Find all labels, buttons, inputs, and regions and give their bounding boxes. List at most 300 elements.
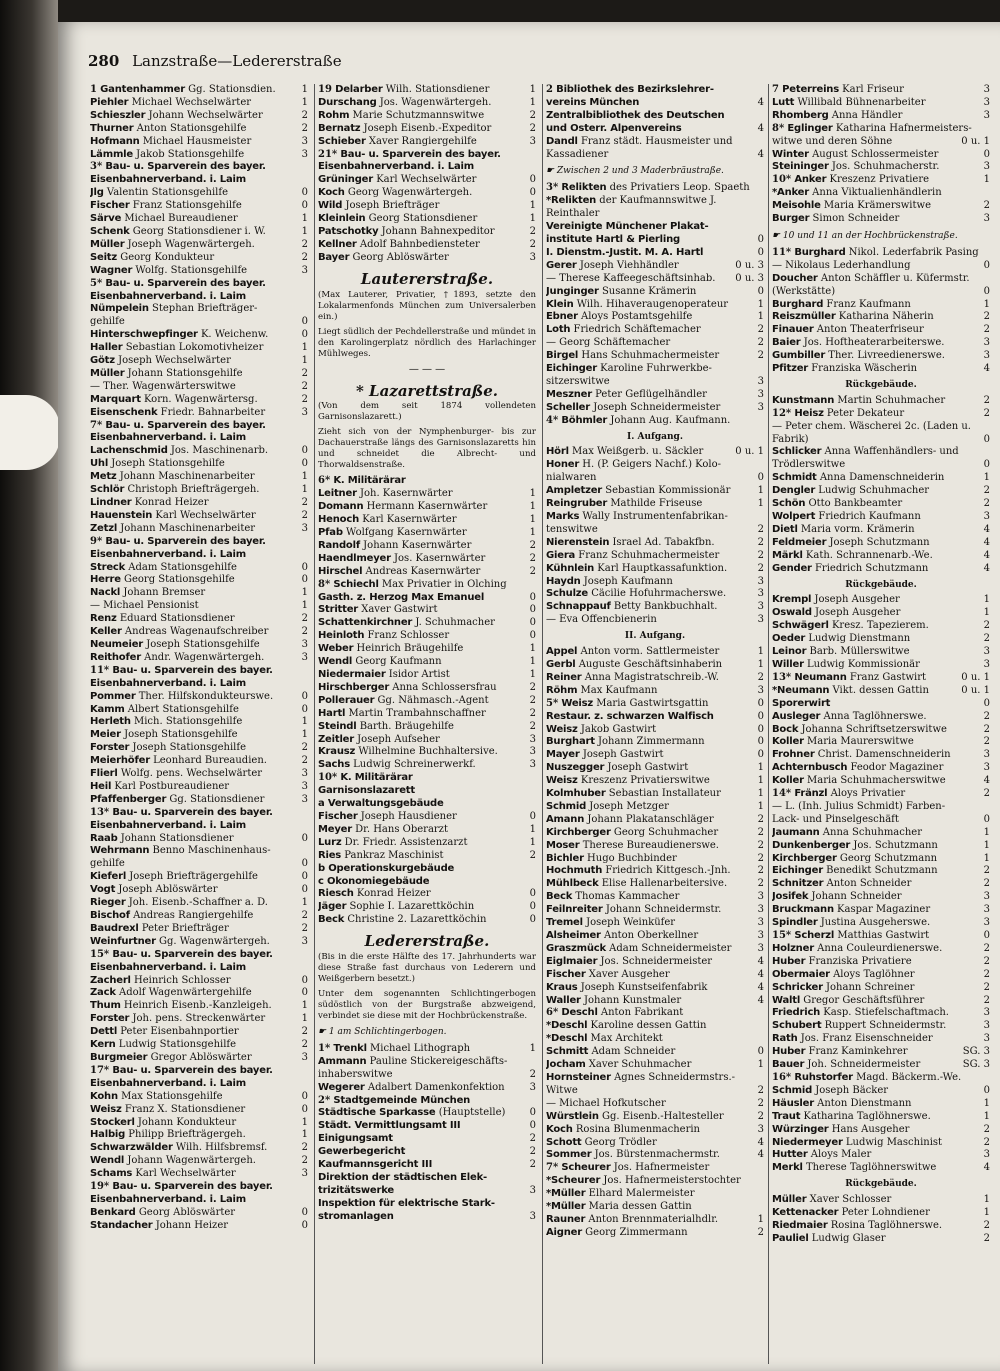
directory-entry: [318, 200, 536, 213]
occupation: Peter Briefträger: [141, 922, 229, 934]
occupation: Otto Bankbeamter: [808, 498, 903, 510]
floor-number: 2: [757, 878, 764, 890]
occupation: Joh. Schneidermeister: [807, 1059, 921, 1071]
house-number: 7*: [546, 1162, 559, 1174]
occupation: Johann Stationsdiener: [120, 832, 234, 844]
directory-entry: [90, 1078, 308, 1091]
directory-entry: [546, 149, 764, 162]
floor-number: 2: [529, 225, 536, 237]
resident-name: Keller: [90, 626, 122, 638]
occupation: Ludwig Stationsgehilfe: [118, 1039, 237, 1051]
directory-entry: [772, 827, 990, 840]
occupation: witwe und deren Söhne: [772, 135, 893, 147]
resident-name: Schön: [772, 498, 806, 510]
directory-entry: [546, 840, 764, 853]
floor-number: 2: [983, 1136, 990, 1148]
floor-number: 1: [301, 471, 308, 483]
directory-entry: [772, 123, 990, 136]
occupation: Israel Ad. Tabakfbn.: [612, 536, 715, 548]
resident-name: Häusler: [772, 1097, 814, 1109]
directory-entry: [318, 1095, 536, 1108]
resident-name: Dengler: [772, 485, 816, 497]
directory-page: [58, 22, 1000, 1371]
floor-number: 3: [983, 96, 990, 108]
floor-number: 2: [983, 865, 990, 877]
resident-name: Tremel: [546, 917, 583, 929]
resident-name: Merkl: [772, 1162, 803, 1174]
occupation: Philipp Briefträgergeh.: [128, 1129, 246, 1141]
resident-name: Bau- u. Sparverein des bayer.: [112, 1064, 273, 1076]
resident-name: Pfab: [318, 527, 343, 539]
occupation: Albert Stationsgehilfe: [127, 703, 239, 715]
house-number: 1: [90, 84, 97, 95]
occupation: Thomas Kammacher: [575, 891, 680, 903]
resident-name: Bau- u. Sparverein des bayer.: [105, 277, 266, 289]
resident-name: Haendlmeyer: [318, 552, 391, 564]
resident-name: Schnappauf: [546, 601, 611, 613]
resident-name: Leitner: [318, 488, 357, 500]
occupation: Jakob Stationsgehilfe: [136, 148, 245, 160]
column-divider: [542, 84, 543, 1364]
floor-number: 0: [529, 187, 536, 199]
directory-entry: [546, 1227, 764, 1240]
resident-name: Wehrmann: [90, 845, 150, 857]
floor-number: 3: [301, 135, 308, 147]
resident-name: Schnitzer: [772, 878, 824, 890]
occupation: Anna Viktualienhändlerin: [812, 187, 942, 199]
resident-name: *Deschl: [546, 1033, 588, 1045]
resident-name: *Scheurer: [546, 1175, 601, 1187]
floor-number: 1: [983, 1207, 990, 1219]
resident-name: Zack: [90, 987, 116, 999]
occupation: K. Weichenw.: [200, 329, 269, 341]
resident-name: Riedmaier: [772, 1219, 828, 1231]
occupation: Ludwig Kommissionär: [807, 658, 920, 670]
directory-entry: [772, 865, 990, 878]
directory-entry: [772, 311, 990, 324]
floor-number: 2: [301, 238, 308, 250]
occupation: Johanna Schriftsetzerswitwe: [801, 723, 947, 735]
occupation: Kassadiener: [546, 148, 609, 160]
binding-gutter: [0, 0, 58, 1371]
directory-entry: [90, 1142, 308, 1155]
floor-number: 3: [983, 1033, 990, 1045]
directory-entry: [318, 149, 536, 162]
resident-name: Herleth: [90, 716, 131, 728]
resident-name: Frohner: [772, 749, 815, 761]
floor-number: 3: [529, 135, 536, 147]
house-number: 13*: [90, 806, 110, 818]
occupation: Gg. Stationsdiener: [169, 793, 265, 805]
pointer-note: ☛ 1 am Schlichtingerbogen.: [318, 1027, 447, 1038]
resident-name: Weinfurtner: [90, 935, 156, 947]
occupation: Anton Theaterfriseur: [816, 324, 924, 336]
directory-entry: [90, 187, 308, 200]
directory-entry: [772, 904, 990, 917]
occupation: Wolfg. Stationsgehilfe: [135, 264, 248, 276]
occupation: Kreszenz Privatiere: [829, 174, 930, 186]
floor-number: 2: [301, 1142, 308, 1154]
occupation: Andr. Wagenwärtergeh.: [144, 651, 265, 663]
floor-number: 0: [983, 259, 990, 271]
floor-number: 2: [757, 536, 764, 548]
floor-number: 1: [757, 311, 764, 323]
resident-name: Götz: [90, 355, 115, 367]
occupation: Anna Schuhmacher: [822, 826, 922, 838]
floor-number: 0: [529, 630, 536, 642]
floor-number: 2: [301, 497, 308, 508]
occupation: Xaver Ausgeher: [588, 968, 670, 980]
floor-number: 3: [529, 1081, 536, 1093]
occupation: Anna Damenschneiderin: [819, 472, 945, 484]
occupation: Joseph Hausdiener: [360, 810, 457, 822]
floor-number: 0: [757, 285, 764, 297]
resident-name: Domann: [318, 501, 364, 513]
occupation: Mich. Stationsgehilfe: [133, 716, 243, 728]
occupation: Johann Bremser: [123, 587, 206, 599]
directory-entry: [90, 639, 308, 652]
occupation: Heinrich Bräugehilfe: [356, 643, 464, 655]
occupation: Franz Gastwirt: [849, 671, 927, 683]
occupation: Maria Krämerswitwe: [823, 200, 932, 212]
resident-name: Thurner: [90, 122, 134, 134]
floor-number: 2: [983, 1123, 990, 1135]
directory-entry: [318, 1133, 536, 1146]
resident-name: Bau- u. Sparverein des bayer.: [112, 948, 273, 960]
resident-name: *Anker: [772, 187, 809, 199]
floor-number: 0: [301, 445, 308, 457]
directory-entry: [318, 161, 536, 174]
house-number: 3*: [90, 161, 103, 173]
resident-name: Pauliel: [772, 1232, 809, 1244]
floor-number: 2: [757, 562, 764, 574]
floor-number: 1: [983, 1194, 990, 1206]
floor-number: 3: [983, 350, 990, 362]
resident-name: Flierl: [90, 768, 118, 780]
directory-entry: [772, 891, 990, 904]
floor-number: 0: [757, 710, 764, 722]
occupation: Jos. Kasernwärter: [394, 552, 486, 564]
floor-number: 1: [529, 200, 536, 212]
resident-name: Sommer: [546, 1149, 592, 1161]
resident-name: Birgel: [546, 350, 579, 362]
floor-number: 2: [757, 549, 764, 561]
occupation: Xaver Schuhmacher: [588, 1059, 692, 1071]
directory-entry: [318, 123, 536, 136]
floor-number: 1: [529, 1042, 536, 1054]
resident-name: Pommer: [90, 690, 136, 702]
directory-entry: [318, 1107, 536, 1120]
resident-name: Hochmuth: [546, 865, 603, 877]
occupation: Georg Kaufmann: [355, 656, 442, 668]
house-number: 10*: [772, 174, 792, 186]
resident-name: Beck: [318, 914, 345, 926]
occupation: Wally Instrumentenfabrikan-: [582, 511, 728, 522]
floor-number: 2: [301, 393, 308, 405]
resident-name: Burgmeier: [90, 1051, 148, 1063]
directory-entry: [90, 858, 308, 871]
house-number: 2*: [318, 1094, 331, 1106]
occupation: tenswitwe: [546, 523, 598, 535]
resident-name: Kern: [90, 1039, 116, 1051]
directory-entry: [546, 1214, 764, 1227]
occupation: Christoph Briefträgergeh.: [127, 484, 260, 496]
directory-entry: [90, 691, 308, 704]
resident-name: Amann: [546, 813, 585, 825]
directory-entry: [546, 299, 764, 312]
directory-entry: [772, 943, 990, 956]
directory-entry: [546, 736, 764, 749]
resident-name: Wendl: [318, 656, 353, 668]
pointer-note: ☛ 10 und 11 an der Hochbrückenstraße.: [772, 230, 958, 241]
directory-entry: [772, 1194, 990, 1207]
resident-name: Grüninger: [318, 174, 373, 186]
occupation: Simon Schneider: [812, 213, 900, 225]
floor-number: 3: [757, 930, 764, 941]
resident-name: Jlg: [90, 187, 104, 199]
occupation: — Ther. Wagenwärterswitwe: [90, 380, 236, 392]
floor-number: 3: [301, 780, 308, 792]
occupation: Friedrich Kittgesch.-Jnh.: [605, 865, 731, 877]
occupation: Jos. Maschinenarb.: [170, 445, 269, 457]
directory-entry: [90, 265, 308, 278]
floor-number: 1: [757, 498, 764, 510]
resident-name: Burghard: [794, 246, 846, 258]
resident-name: Koch: [546, 1123, 573, 1135]
directory-entry: [90, 97, 308, 110]
directory-entry: [546, 904, 764, 917]
occupation: Michael Hausmeister: [142, 135, 252, 147]
directory-entry: [546, 930, 764, 943]
floor-number: 0: [301, 561, 308, 573]
floor-number: 2: [983, 878, 990, 890]
resident-name: Appel: [546, 646, 578, 658]
occupation: Franz Schuhmachermeister: [578, 549, 720, 561]
floor-number: 3: [301, 793, 308, 805]
house-number: 9*: [90, 535, 103, 547]
floor-number: 1: [757, 788, 764, 800]
floor-number: 1: [301, 1129, 308, 1141]
floor-number: 0: [529, 810, 536, 822]
resident-name: Wendl: [90, 1155, 125, 1167]
directory-entry: [772, 472, 990, 485]
resident-name: a Verwaltungsgebäude: [318, 798, 444, 810]
street-heading: Lautererstraße.: [360, 269, 494, 288]
occupation: Hans Ausgeher: [831, 1123, 910, 1135]
resident-name: Särve: [90, 213, 122, 225]
floor-number: 0: [757, 736, 764, 748]
column-2: [318, 84, 536, 1224]
floor-number: 2: [757, 324, 764, 336]
resident-name: Sporerwirt: [772, 697, 831, 709]
directory-entry: [546, 498, 764, 511]
occupation: Karl Wechselwärter: [155, 509, 256, 521]
resident-name: Meierhöfer: [90, 755, 150, 767]
directory-entry: [546, 524, 764, 537]
floor-number: 2: [983, 498, 990, 510]
directory-entry: [772, 537, 990, 550]
floor-number: 3: [301, 638, 308, 650]
directory-entry: [772, 550, 990, 563]
floor-number: 1: [301, 342, 308, 354]
resident-name: Nuszegger: [546, 762, 605, 774]
floor-number: 1: [301, 897, 308, 909]
directory-entry: [772, 749, 990, 762]
occupation: Joseph Kunstseifenfabrik: [580, 981, 708, 993]
resident-name: Henoch: [318, 514, 359, 526]
occupation: Kaspar Magaziner: [837, 904, 931, 916]
directory-entry: [318, 1069, 536, 1082]
occupation: Maria Schuhmacherswitwe: [807, 775, 946, 787]
occupation: Matthias Gastwirt: [837, 930, 930, 941]
resident-name: Schenk: [90, 225, 130, 237]
floor-number: 3: [757, 942, 764, 954]
occupation: Barth. Bräugehilfe: [359, 720, 454, 732]
resident-name: Winter: [772, 148, 809, 160]
floor-number: 3: [301, 1051, 308, 1063]
floor-number: 2: [757, 337, 764, 349]
occupation: Willibald Bühnenarbeiter: [797, 96, 926, 108]
directory-entry: [546, 576, 764, 589]
floor-number: 4: [757, 981, 764, 993]
directory-entry: [546, 982, 764, 995]
floor-number: 2: [529, 694, 536, 706]
occupation: Joseph Briefträger: [345, 200, 440, 212]
floor-number: 2: [529, 849, 536, 861]
floor-number: 0: [757, 697, 764, 709]
directory-entry: [318, 239, 536, 252]
floor-number: 0: [757, 723, 764, 735]
directory-entry: [318, 475, 536, 488]
directory-entry: [90, 458, 308, 471]
floor-number: 4: [983, 536, 990, 548]
occupation: Joh. Eisenb.-Schaffner a. D.: [128, 897, 268, 909]
directory-entry: [772, 672, 990, 685]
occupation: Maria Maurerswitwe: [807, 736, 914, 748]
directory-entry: [546, 286, 764, 299]
directory-entry: [90, 1194, 308, 1207]
occupation: Friedr. Bahnarbeiter: [160, 406, 266, 418]
occupation: Jos. Schutzmann: [853, 839, 938, 851]
occupation: Georg Stationsdiener: [368, 213, 478, 225]
floor-number: 4: [983, 549, 990, 561]
resident-name: Bernatz: [318, 122, 361, 134]
resident-name: Nümpelein: [90, 303, 149, 315]
floor-number: 2: [301, 910, 308, 921]
resident-name: Haydn: [546, 575, 581, 587]
directory-entry: [318, 1043, 536, 1056]
floor-number: 2: [757, 839, 764, 851]
resident-name: Kolmhuber: [546, 788, 606, 800]
occupation: Karl Wechselwärter: [135, 1168, 236, 1180]
resident-name: Kirchberger: [772, 852, 837, 864]
resident-name: Kellner: [318, 238, 357, 250]
occupation: Kath. Schrannenarb.-We.: [805, 549, 933, 561]
resident-name: Vereinigte Münchener Plakat-: [546, 221, 709, 233]
resident-name: Bischof: [90, 910, 130, 921]
directory-entry: [772, 1137, 990, 1150]
floor-number: 4: [983, 562, 990, 574]
occupation: Anton Brennmaterialhdlr.: [588, 1213, 719, 1225]
floor-number: 1: [529, 823, 536, 835]
floor-number: 0: [757, 472, 764, 484]
resident-name: Fischer: [318, 810, 358, 822]
resident-name: Stadtgemeinde München: [333, 1094, 471, 1106]
directory-entry: [318, 1056, 536, 1069]
house-number: 6*: [546, 1007, 559, 1019]
directory-entry: [546, 136, 764, 149]
floor-number: 0 u. 1: [961, 671, 990, 683]
occupation: Andreas Kasernwärter: [365, 565, 481, 577]
floor-number: 2: [983, 994, 990, 1006]
floor-number: 3: [983, 658, 990, 670]
occupation: Xaver Rangiergehilfe: [368, 135, 477, 147]
directory-entry: [318, 734, 536, 747]
occupation: Witwe: [546, 1084, 578, 1096]
resident-name: Josifek: [772, 891, 809, 903]
directory-entry: [772, 97, 990, 110]
floor-number: 2: [301, 1026, 308, 1038]
directory-entry: [546, 1098, 764, 1111]
floor-number: 0: [983, 697, 990, 709]
occupation: Max Weißgerb. u. Säckler: [572, 446, 704, 458]
directory-entry: [546, 1072, 764, 1085]
resident-name: Bauer: [772, 1059, 805, 1071]
floor-number: 2: [301, 367, 308, 379]
resident-name: *Relikten: [546, 195, 597, 207]
occupation: Karl Postbureaudiener: [114, 780, 230, 792]
occupation: Gg. Stationsdien.: [188, 84, 276, 95]
resident-name: Eisenbahnerverband. i. Laim: [318, 161, 474, 173]
occupation: Johann Heizer: [155, 1219, 229, 1231]
resident-name: Haller: [90, 342, 123, 354]
directory-entry: [546, 659, 764, 672]
directory-entry: [772, 337, 990, 350]
resident-name: Zacherl: [90, 974, 131, 986]
resident-name: Kirchberger: [546, 826, 611, 838]
occupation: Adam Schneidermeister: [609, 942, 732, 954]
resident-name: Reingruber: [546, 498, 608, 510]
resident-name: Beck: [546, 891, 573, 903]
floor-number: 1: [757, 658, 764, 670]
resident-name: Weisz: [546, 723, 578, 735]
floor-number: 3: [983, 1149, 990, 1161]
resident-name: Hörl: [546, 446, 569, 458]
resident-name: I. Dienstm.-Justit. M. A. Hartl: [546, 246, 704, 258]
directory-entry: [90, 291, 308, 304]
floor-number: 2: [983, 324, 990, 336]
resident-name: Hauenstein: [90, 509, 153, 521]
resident-name: Baier: [772, 337, 801, 349]
occupation: Korn. Wagenwärtersg.: [143, 393, 258, 405]
building-subheading: Rückgebäude.: [845, 379, 917, 390]
resident-name: vereins München: [546, 96, 640, 108]
floor-number: 3: [301, 1168, 308, 1180]
directory-entry: [90, 1026, 308, 1039]
resident-name: Loth: [546, 324, 571, 336]
directory-entry: [90, 1181, 308, 1194]
resident-name: Märkl: [772, 549, 803, 561]
occupation: Johann Schneidermstr.: [605, 904, 722, 916]
resident-name: Heisz: [794, 407, 824, 419]
resident-name: Fränzl: [794, 788, 828, 800]
directory-entry: [90, 136, 308, 149]
floor-number: 0: [301, 703, 308, 715]
occupation: Johann Wagenwärtergeh.: [127, 1155, 256, 1167]
resident-name: Bau- u. Sparverein des bayer.: [112, 806, 273, 818]
directory-entry: [546, 891, 764, 904]
resident-name: trizitätswerke: [318, 1184, 394, 1196]
